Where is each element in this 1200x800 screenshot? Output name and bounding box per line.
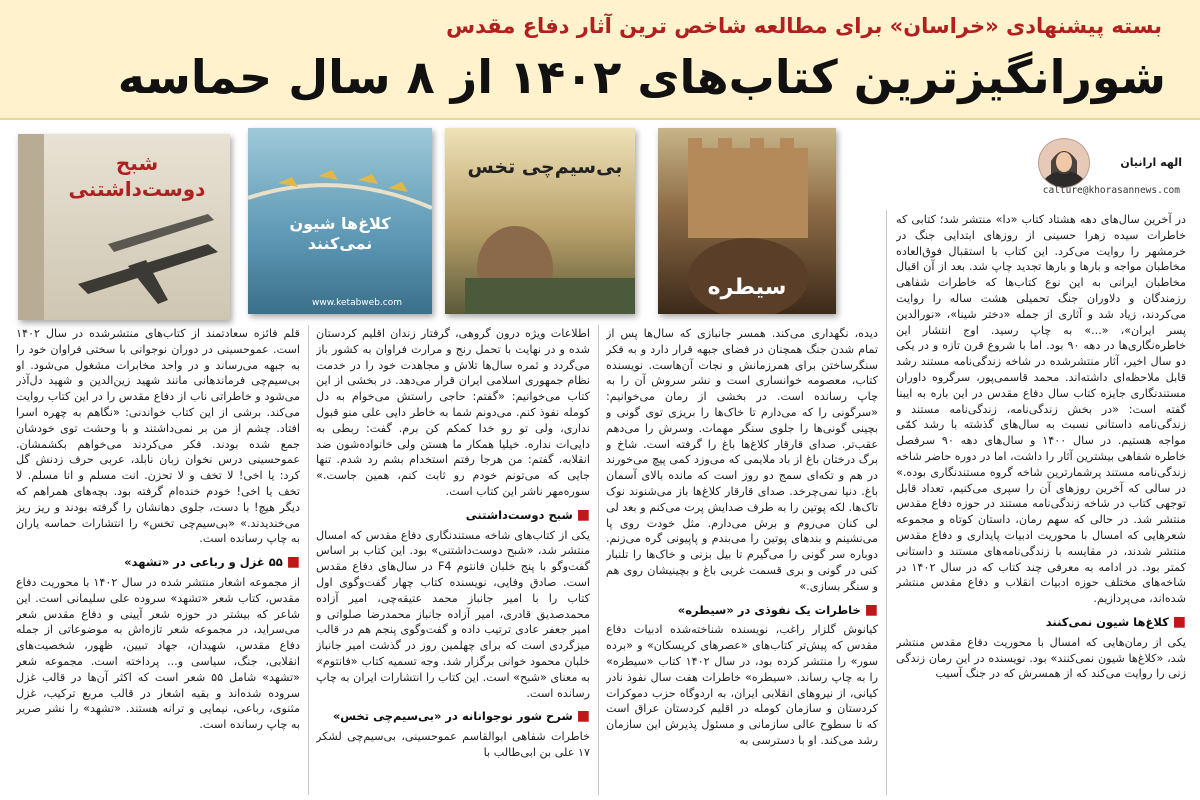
book-cover-kalagha [248, 128, 432, 314]
paragraph: یکی از رمان‌هایی که امسال با محوریت دفاع مقدس منتشر شد، «کلاغ‌ها شیون نمی‌کنند» بود. نویسنده در این رمان زندگی زنی را روایت می‌کند که از همسرش که در جنگ آسیب [896, 635, 1186, 681]
author-byline [1002, 138, 1188, 200]
website-label: www.ketabweb.com [312, 298, 402, 308]
book-cover-shabah [18, 134, 230, 320]
bullet-icon: ■ [864, 601, 878, 618]
article-headline: شورانگیزترین کتاب‌های ۱۴۰۲ از ۸ سال حماسه [117, 50, 1166, 104]
column-divider [308, 325, 309, 795]
section-heading: ■شرح شور نوجوانانه در «بی‌سیم‌چی تخس» [332, 708, 590, 725]
paragraph: از مجموعه اشعار منتشر شده در سال ۱۴۰۲ با محوریت دفاع مقدس، کتاب شعر «تشهد» سروده علی سلیمانی است. این شاعر که بیشتر در حوزه شعر آیینی و دفاع مقدس شعر می‌سراید، در مجموعه شعر تازه‌اش به موضوعاتی از جمله دفاع مقدس، شهیدان، جهاد تبیین، ظهور، شخصیت‌های انقلابی، جنگ، سیاسی و... پرداخته است. مجموعه شعر «تشهد» شامل ۵۵ شعر است که اکثر آن‌ها در قالب غزل سروده شده‌اند و بقیه اشعار در قالب مربع ترکیب، غزل مثنوی، رباعی، نیمایی و ترانه هستند. «تشهد» را نشر صریر به چاپ رسانده است. [16, 575, 300, 732]
section-heading: ■خاطرات یک نفوذی در «سیطره» [677, 601, 878, 618]
paragraph: کیانوش گلزار راغب، نویسنده شناخته‌شده ادبیات دفاع مقدس که پیش‌تر کتاب‌های «عصرهای کریسکان» و «برده سور» را منتشر کرده بود، در سال ۱۴۰۲ کتاب «سیطره» را به چاپ رساند. «سیطره» خاطرات هفت سال نفوذ نادر کیانی، از نیروهای انقلابی ایران، به اردوگاه حزب دموکرات کردستان و سازمان کومله در اقلیم کردستان عراق است که تا سطوح عالی سازمانی و مسئول پذیرش این سازمان رشد می‌کند. او با دسترسی به [606, 623, 878, 747]
book-cover-bisimchi [445, 128, 635, 314]
article-column-1 [896, 212, 1186, 798]
paragraph: قلم فائزه سعادتمند از کتاب‌های منتشرشده در سال ۱۴۰۲ است. عموحسینی در دوران نوجوانی با سختی فراوان خود را به جبهه می‌رساند و در واحد مخابرات مشغول می‌شود. او بی‌سیم‌چی فرماندهانی مانند شهید زین‌الدین و شهید دل‌آذر می‌شود و خاطراتی ناب از دفاع مقدس را در این کتاب روایت می‌کند. برشی از این کتاب خواندنی: «نگاهم به چهره اسرا افتاد. چشم از من بر نمی‌داشتند و با وحشت توی خودشان جمع شده بودند. فکر می‌کردند می‌خواهم بکشمشان. عموحسینی درس نخوان زبان نابلد، عربی حرف زدنش گل کرد: یا اخی! لا تخف و لا تحزن. انت مسلم و انا مسلم. لا تخف یا اخی! خودم خنده‌ام گرفته بود. بچه‌های همراهم که دیگر هیچ! با دست، جلوی دهانشان را گرفته بودند و ریز ریز می‌خندیدند.» «بی‌سیم‌چی تخس» را انتشارات حماسه یاران به چاپ رسانده است. [16, 327, 300, 546]
paragraph: خاطرات شفاهی ابوالقاسم عموحسینی، بی‌سیم‌چی لشکر ۱۷ علی بن ابی‌طالب با [316, 730, 590, 759]
paragraph: اطلاعات ویژه درون گروهی، گرفتار زندان اقلیم کردستان شده و در نهایت با تحمل رنج و مرارت فراوان به کشور باز می‌گردد و ثمره سال‌ها تلاش و مجاهدت خود را در خدمت نظام جمهوری اسلامی ایران قرار می‌دهد. در بخشی از این کتاب می‌خوانیم: «گفتم: حاجی راستش می‌خوام به دل کومله نفوذ کنم. می‌دونم شما به خاطر دایی علی منو قبول نداری، ولی تو رو خدا کمکم کن برم. گفت: ربطی به دایی‌ات نداره. خیلیا همکار ما هستن ولی خانواده‌شون ضد انقلابه. گفتم: من هرجا رفتم استخدام بشم رد شدم. تنها جایی که می‌تونم خودم رو ثابت کنم، همین جاست.» سوره‌مهر ناشر این کتاب است. [316, 327, 590, 498]
book-title: سیطره [707, 275, 787, 300]
paragraph: در آخرین سال‌های دهه هشتاد کتاب «دا» منتشر شد؛ کتابی که خاطرات سیده زهرا حسینی از روزهای ابتدایی جنگ در خرمشهر را روایت می‌کرد. این کتاب با استقبال فوق‌العاده مخاطبان مواجه و بارها و بارها تجدید چاپ شد. بعد از آن اقبال مخاطبان ایرانی به این نوع کتاب‌ها که خاطرات شفاهی رزمندگان و دلاوران جنگ تحمیلی هشت ساله را روایت می‌کردند، زیاد شد و آثاری از جمله «دختر شینا»، «نورالدین پسر ایران»، «...» به چاپ رسید. اوج انتشار این خاطره‌نگاری‌ها در دهه ۹۰ بود. اما با شروع قرن تازه و در یکی دو سال اخیر، آثار منتشرشده در شاخه زندگی‌نامه مستند رشد قابل ملاحظه‌ای داشته‌اند. محمد قاسمی‌پور، سرگروه داوران مستندنگاری جایزه کتاب سال دفاع مقدس در این باره به ایبنا گفته است: «در بخش زندگی‌نامه، زندگی‌نامه مستند و زندگی‌نامه داستانی نسبت به سال‌های گذشته با رشد کمّی مواجه هستیم. در سال ۱۴۰۰ و سال‌های دهه ۹۰ سرفصل خاطره شفاهی بیشترین آثار را داشت، اما در دوره حاضر شاخه زندگی‌نامه مستند پرشمارترین شاخه گروه مستندنگاری بوده.» در سالی که آخرین روزهای آن را سپری می‌کنیم، تعداد قابل توجهی کتاب در شاخه زندگی‌نامه مستند در حوزه دفاع مقدس منتشر شد. در حالی که سهم رمان، داستان کوتاه و مجموعه شعرهایی که امسال با محوریت ادبیات پایداری و دفاع مقدس منتشر شدند، در مقایسه با زندگی‌نامه‌های مستند و داستانی کمتر بود. در ادامه به معرفی چند کتاب که در سال ۱۴۰۲ در شاخه‌های مختلف حوزه ادبیات انقلاب و دفاع مقدس منتشر شده‌اند، می‌پردازیم. [896, 213, 1186, 606]
paragraph: دیده، نگهداری می‌کند. همسر جانبازی که سال‌ها پس از تمام شدن جنگ همچنان در فضای جبهه قرار دارد و به فکر سنگرساختن برای همرزمانش و نجات آن‌هاست. نویسنده کتاب، معصومه خوانساری است و نشر سروش آن را به چاپ رسانده است. در بخشی از رمان می‌خوانیم: «سرگونی را که می‌دارم تا خاک‌ها را بریزی توی گونی و بچینی گونی‌ها را جلوی سنگر مهمات. وسرش را می‌دهم عقب‌تر. صدای قارقار کلاغ‌ها باغ را گرفته است. شاخ و برگ درختان باغ از باد ملایمی که می‌وزد کمی پیچ می‌خورند در هم و تکه‌ای سمج دو روز است که مانده بالای آسمان باغ. دنیا نمی‌چرخد. صدای قارقار کلاغ‌ها باز می‌شنوند نوک تاک‌ها. لکه پوتین را به طرف صدایش پرت می‌کنم و بعد لی لی کنان می‌روم و برش می‌دارم. مثل خودت روی پا می‌نشینم و بندهای پوتین را می‌بندم و پاپیونی گره می‌زنم. دوباره سر گونی را می‌گیرم تا بیل بزنی و خاک‌ها را تلنبار کنی در گونی و بری قسمت غربی باغ و بچینیشان روی هم و سنگر بسازی.» [606, 327, 878, 593]
paragraph: یکی از کتاب‌های شاخه مستندنگاری دفاع مقدس که امسال منتشر شد، «شبح دوست‌داشتنی» بود. این کتاب بر اساس گفت‌وگو با پنج خلبان فانتوم F4 در سال‌های دفاع مقدس است. صادق وفایی، نویسنده کتاب چهار گفت‌وگوی اول کتاب را با امیر جانباز محمد عتیقه‌چی، امیر آزاده محمدصدیق قادری، امیر آزاده جانباز محمدرضا صلواتی و امیر جعفر عادی ترتیب داده و گفت‌وگوی پنجم هم در قالب میزگردی است که برای چهلمین روز در گذشت امیر جانباز خلبان محمود خوانی برگزار شد. وجه تسمیه کتاب «فانتوم» به معنای «شبح» است. این کتاب را انتشارات ایران به چاپ رسانده است. [316, 528, 590, 700]
book-cover-saytare [658, 128, 836, 314]
bullet-icon: ■ [576, 708, 590, 725]
book-title: شبح دوست‌داشتنی [68, 151, 206, 201]
book-title: کلاغ‌ها شیون نمی‌کنند [289, 214, 391, 253]
article-column-2 [606, 326, 878, 798]
bullet-icon: ■ [576, 506, 590, 523]
author-avatar-icon [1039, 139, 1089, 187]
author-email: calture@khorasannews.com [1042, 185, 1180, 196]
section-heading: ■کلاغ‌ها شیون نمی‌کنند [1045, 613, 1186, 630]
article-header [0, 0, 1200, 120]
bullet-icon: ■ [1172, 613, 1186, 630]
book-title: بی‌سیم‌چی تخس [467, 156, 623, 178]
author-photo [1038, 138, 1090, 188]
article-kicker: بسته پیشنهادی «خراسان» برای مطالعه شاخص ترین آثار دفاع مقدس [446, 14, 1162, 38]
article-column-4 [16, 326, 300, 798]
section-heading: ■۵۵ غزل و رباعی در «تشهد» [124, 554, 300, 571]
section-heading: ■شبح دوست‌داشتنی [465, 506, 590, 523]
bullet-icon: ■ [286, 554, 300, 571]
author-name: الهه ارانیان [1120, 156, 1182, 169]
article-column-3 [316, 326, 590, 798]
column-divider [598, 325, 599, 795]
column-divider [886, 210, 887, 795]
